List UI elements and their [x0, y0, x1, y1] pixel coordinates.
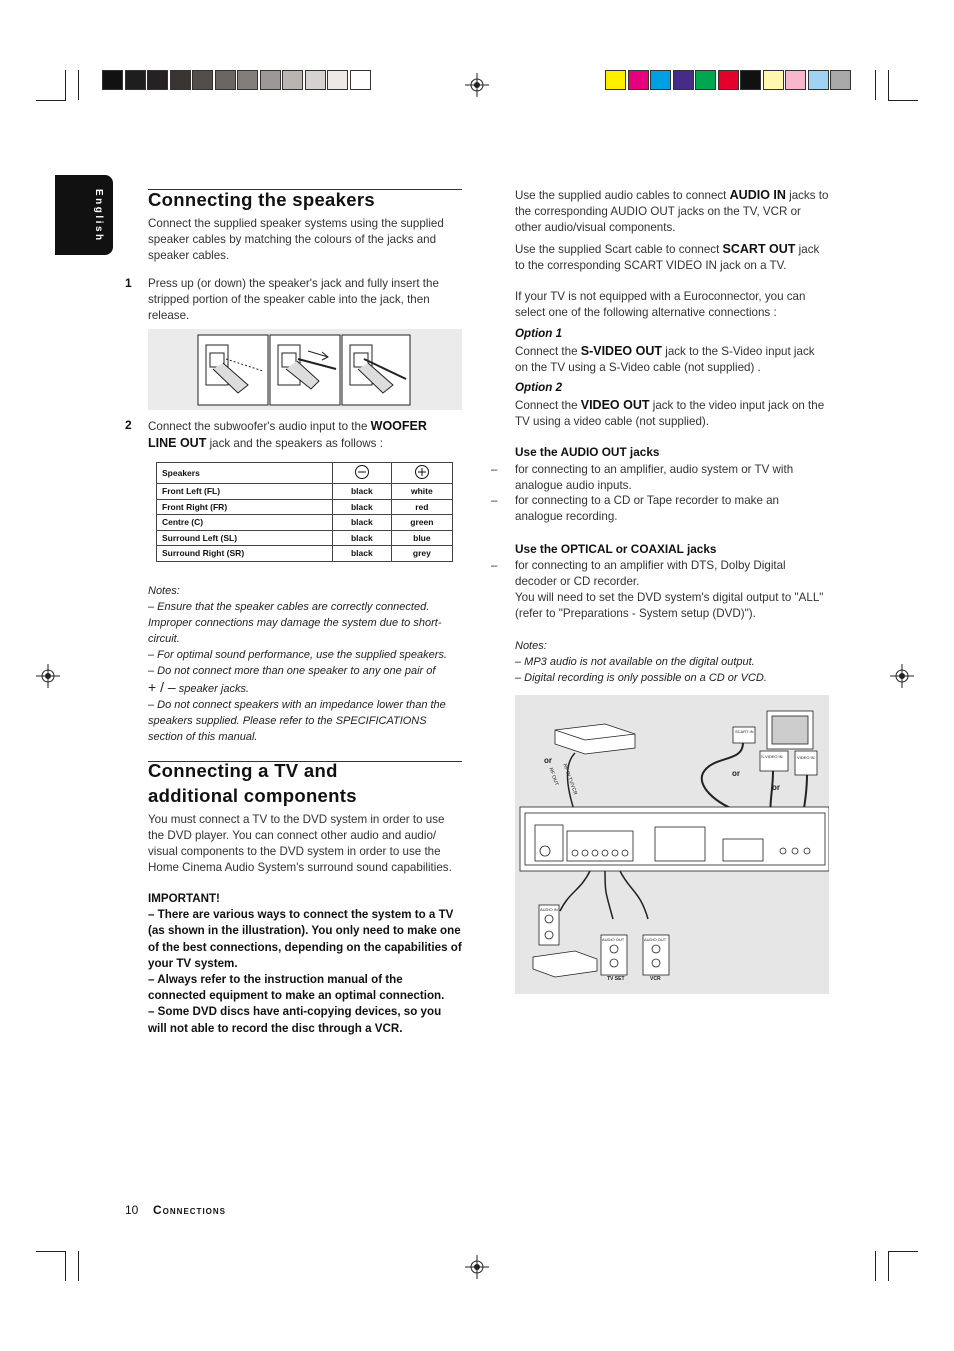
- dash: –: [491, 494, 498, 507]
- or-label: or: [544, 756, 552, 765]
- color-swatch: [673, 70, 694, 90]
- p2-c: jack to the corresponding SCART VIDEO IN jack on a TV.: [515, 243, 820, 272]
- plus-color: blue: [391, 530, 452, 546]
- optical-title: Use the OPTICAL or COAXIAL jacks: [515, 542, 717, 556]
- p1-c: jacks to the corresponding AUDIO OUT jacks on the TV, VCR or other audio/visual components.: [515, 189, 829, 234]
- audio-out-item: for connecting to an amplifier, audio system or TV with analogue audio inputs.: [515, 463, 794, 492]
- crop-mark: [65, 1251, 66, 1281]
- step-number: 1: [125, 276, 132, 290]
- table-row: [157, 515, 453, 531]
- color-swatch: [215, 70, 236, 90]
- crop-mark: [888, 1251, 918, 1252]
- table-row: [157, 484, 453, 500]
- crop-mark: [78, 1251, 79, 1281]
- or-label: or: [772, 783, 780, 792]
- color-swatch: [628, 70, 649, 90]
- registration-mark-icon: [36, 664, 60, 688]
- opt2-a: Connect the: [515, 399, 581, 412]
- speaker-name: Centre (C): [157, 515, 333, 531]
- table-row: [157, 546, 453, 562]
- speaker-name: Surround Right (SR): [157, 546, 333, 562]
- note-item: [148, 679, 460, 697]
- option2-text: [515, 397, 830, 430]
- woofer-line-out-label: WOOFER LINE OUT: [148, 419, 427, 450]
- color-swatch: [605, 70, 626, 90]
- opt2-c: jack to the video input jack on the TV using a video cable (not supplied).: [515, 399, 825, 428]
- p2-a: Use the supplied Scart cable to connect: [515, 243, 723, 256]
- note-item: – Ensure that the speaker cables are correctly connected. Improper connections may damage the system due to short-circuit.: [148, 601, 442, 645]
- speaker-table-header: Speakers: [157, 463, 333, 484]
- plus-color: green: [391, 515, 452, 531]
- color-swatch: [305, 70, 326, 90]
- video-out-label: VIDEO OUT: [580, 398, 650, 412]
- crop-mark: [888, 100, 918, 101]
- connection-diagram: [515, 695, 829, 994]
- registration-mark-icon: [465, 1255, 489, 1279]
- audio-out-box-label: AUDIO OUT: [644, 937, 667, 942]
- right-notes: [515, 638, 827, 686]
- opt1-a: Connect the: [515, 345, 581, 358]
- s-video-in-label: S-VIDEO IN: [761, 754, 783, 759]
- color-swatch: [808, 70, 829, 90]
- important-item: – There are various ways to connect the system to a TV (as shown in the illustration). You only need to make one of the best connections, depending on the capabilities of your TV system.: [148, 908, 462, 970]
- opt1-c: jack to the S-Video input jack on the TV using a S-Video cable (not supplied) .: [515, 345, 815, 374]
- option2-title: Option 2: [515, 381, 563, 394]
- dash: –: [491, 463, 498, 476]
- speaker-name: Surround Left (SL): [157, 530, 333, 546]
- minus-color: black: [333, 499, 392, 515]
- language-tab: [55, 175, 113, 255]
- color-swatch: [718, 70, 739, 90]
- speaker-name: Front Right (FR): [157, 499, 333, 515]
- speaker-notes: [148, 583, 460, 745]
- color-swatch: [260, 70, 281, 90]
- note-item: – MP3 audio is not available on the digital output.: [515, 656, 755, 668]
- minus-color: black: [333, 515, 392, 531]
- tv-set-label: TV SET: [607, 976, 625, 982]
- minus-color: black: [333, 530, 392, 546]
- color-swatch: [785, 70, 806, 90]
- color-swatch: [237, 70, 258, 90]
- color-swatch: [170, 70, 191, 90]
- crop-mark: [78, 70, 79, 100]
- color-swatch: [192, 70, 213, 90]
- speaker-name: Front Left (FL): [157, 484, 333, 500]
- scart-paragraph: [515, 241, 830, 274]
- footer-section: Connections: [153, 1203, 227, 1217]
- dash: –: [491, 559, 498, 572]
- page-number: 10: [125, 1203, 139, 1217]
- s-video-out-label: S-VIDEO OUT: [580, 344, 663, 358]
- tv-intro: You must connect a TV to the DVD system in order to use the DVD player. You can connect other audio and audio/ visual components to the DVD system in order to use the Home Cinema Audio System's surround sound capabilities.: [148, 813, 452, 874]
- table-row: [157, 530, 453, 546]
- audio-in-box-label: AUDIO IN: [540, 907, 558, 912]
- plus-minus-symbol: + / –: [148, 679, 176, 695]
- crop-mark: [875, 70, 876, 100]
- tv-heading: [148, 758, 357, 808]
- color-swatch: [830, 70, 851, 90]
- step2-text-a: Connect the subwoofer's audio input to the: [148, 420, 371, 433]
- important-title: IMPORTANT!: [148, 892, 220, 905]
- color-swatch: [282, 70, 303, 90]
- language-tab-label: English: [93, 189, 104, 243]
- color-swatch: [147, 70, 168, 90]
- crop-mark: [888, 70, 889, 100]
- option1-text: [515, 343, 830, 376]
- notes-title: Notes:: [515, 640, 547, 652]
- color-swatch: [695, 70, 716, 90]
- rf-out-label: RF OUT: [547, 767, 560, 787]
- or-label: or: [732, 769, 740, 778]
- note-item: – Do not connect more than one speaker to any one pair of: [148, 665, 436, 677]
- note-item: – For optimal sound performance, use the supplied speakers.: [148, 649, 447, 661]
- step-number: 2: [125, 418, 132, 432]
- vcr-label: VCR: [650, 976, 661, 982]
- color-swatch: [350, 70, 371, 90]
- audio-out-title: Use the AUDIO OUT jacks: [515, 445, 660, 459]
- color-swatch: [763, 70, 784, 90]
- table-row: [157, 499, 453, 515]
- note-item: – Do not connect speakers with an impedance lower than the speakers supplied. Please refer to the SPECIFICATIONS section of this manual.: [148, 699, 446, 743]
- color-swatch: [327, 70, 348, 90]
- crop-mark: [36, 1251, 66, 1252]
- plus-color: white: [391, 484, 452, 500]
- crop-mark: [65, 70, 66, 100]
- color-swatch: [125, 70, 146, 90]
- optical-extra: You will need to set the DVD system's digital output to "ALL" (refer to "Preparations - System setup (DVD)").: [515, 591, 824, 620]
- audio-out-box-label: AUDIO OUT: [602, 937, 625, 942]
- registration-mark-icon: [890, 664, 914, 688]
- jack-illustration: [148, 329, 462, 410]
- important-item: – Some DVD discs have anti-copying devices, so you will not able to record the disc through a VCR.: [148, 1005, 442, 1035]
- minus-color: black: [333, 484, 392, 500]
- tv-heading-line2: additional components: [148, 785, 357, 806]
- video-in-label: VIDEO IN: [797, 755, 815, 760]
- minus-color: black: [333, 546, 392, 562]
- scart-in-label: SCART IN: [735, 729, 754, 734]
- plus-color: red: [391, 499, 452, 515]
- notes-title: Notes:: [148, 585, 180, 597]
- color-swatch: [740, 70, 761, 90]
- speakers-heading: Connecting the speakers: [148, 189, 375, 210]
- color-swatch: [102, 70, 123, 90]
- crop-mark: [888, 1251, 889, 1281]
- step2-text-c: jack and the speakers as follows :: [206, 437, 383, 450]
- crop-mark: [36, 100, 66, 101]
- registration-mark-icon: [465, 73, 489, 97]
- plus-icon: [391, 463, 452, 484]
- audio-in-paragraph: [515, 187, 830, 236]
- step1-text: Press up (or down) the speaker's jack and fully insert the stripped portion of the speaker cable into the jack, then release.: [148, 277, 439, 322]
- audio-in-label: AUDIO IN: [729, 188, 786, 202]
- rf-in-label: RF IN TV/VCR: [561, 763, 579, 796]
- scart-out-label: SCART OUT: [722, 242, 796, 256]
- optical-item: for connecting to an amplifier with DTS, Dolby Digital decoder or CD recorder.: [515, 559, 786, 588]
- audio-out-item: for connecting to a CD or Tape recorder to make an analogue recording.: [515, 494, 780, 523]
- plus-color: grey: [391, 546, 452, 562]
- important-block: [148, 891, 462, 1037]
- speakers-intro: Connect the supplied speaker systems using the supplied speaker cables by matching the colours of the jacks and speaker cables.: [148, 217, 444, 262]
- note-item-tail: speaker jacks.: [178, 683, 250, 695]
- color-swatch: [650, 70, 671, 90]
- p1-a: Use the supplied audio cables to connect: [515, 189, 730, 202]
- note-item: – Digital recording is only possible on a CD or VCD.: [515, 672, 767, 684]
- minus-icon: [333, 463, 392, 484]
- crop-mark: [875, 1251, 876, 1281]
- important-item: – Always refer to the instruction manual of the connected equipment to make an optimal connection.: [148, 973, 445, 1003]
- step2-text: [148, 418, 458, 452]
- euroconnector-paragraph: If your TV is not equipped with a Euroconnector, you can select one of the following alternative connections :: [515, 290, 806, 319]
- speaker-table: [156, 462, 453, 562]
- option1-title: Option 1: [515, 327, 563, 340]
- tv-heading-line1: Connecting a TV and: [148, 760, 338, 781]
